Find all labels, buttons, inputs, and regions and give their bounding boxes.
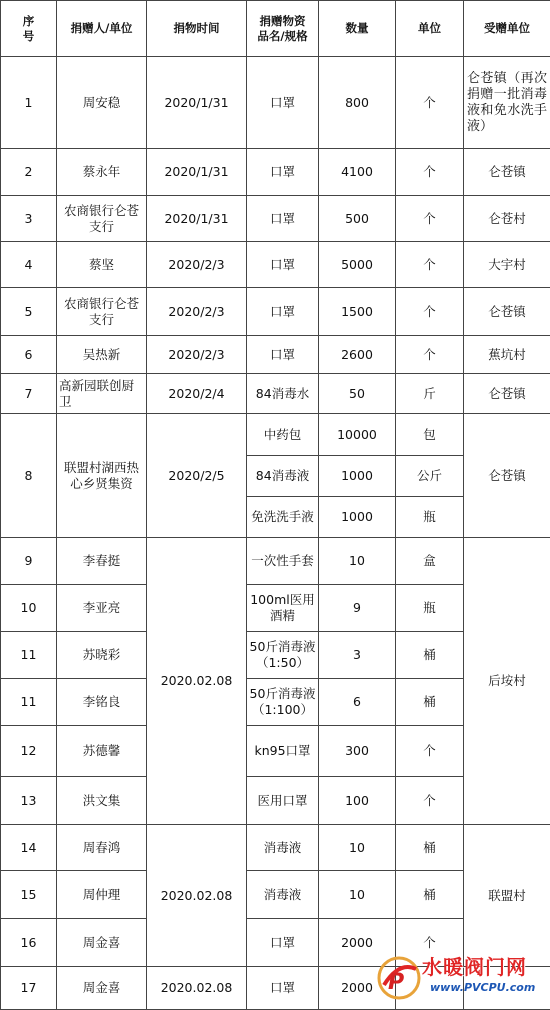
watermark-url: www.PVCPU.com — [430, 981, 535, 994]
seq-cell: 14 — [1, 825, 57, 871]
table-row — [1, 149, 550, 196]
time-cell: 2020/2/3 — [147, 242, 247, 288]
qty-cell: 3 — [319, 632, 396, 679]
item-cell: 口罩 — [247, 149, 319, 196]
qty-cell: 300 — [319, 726, 396, 777]
seq-cell: 4 — [1, 242, 57, 288]
donor-cell: 蔡坚 — [57, 242, 147, 288]
recipient-cell: 仑苍镇 — [464, 149, 550, 196]
donor-cell: 周春鸿 — [57, 825, 147, 871]
qty-cell: 5000 — [319, 242, 396, 288]
unit-cell: 桶 — [396, 679, 464, 726]
donor-cell: 李亚亮 — [57, 585, 147, 632]
unit-cell: 桶 — [396, 871, 464, 919]
time-cell: 2020/2/3 — [147, 336, 247, 374]
qty-cell: 2000 — [319, 967, 396, 1010]
header-seq: 序 号 — [1, 1, 57, 57]
recipient-cell: 仑苍镇 — [464, 374, 550, 414]
donor-cell: 周安稳 — [57, 57, 147, 149]
unit-cell: 桶 — [396, 632, 464, 679]
item-cell: kn95口罩 — [247, 726, 319, 777]
item-cell: 50斤消毒液 （1:50） — [247, 632, 319, 679]
recipient-cell: 仑苍镇（再次捐赠一批消毒液和免水洗手液） — [464, 57, 550, 149]
qty-cell: 10 — [319, 825, 396, 871]
qty-cell: 1000 — [319, 497, 396, 538]
donor-cell: 周金喜 — [57, 919, 147, 967]
item-cell: 84消毒液 — [247, 456, 319, 497]
header-qty: 数量 — [319, 1, 396, 57]
header-recipient: 受赠单位 — [464, 1, 550, 57]
item-cell: 口罩 — [247, 288, 319, 336]
svg-text:P: P — [388, 970, 404, 995]
site-logo-icon — [376, 955, 422, 1001]
donor-cell: 高新园联创厨 卫 — [57, 374, 147, 414]
time-cell: 2020.02.08 — [147, 538, 247, 825]
recipient-cell: 后垵村 — [464, 538, 550, 825]
unit-cell: 个 — [396, 288, 464, 336]
unit-cell: 个 — [396, 919, 464, 967]
time-cell: 2020/1/31 — [147, 196, 247, 242]
time-cell: 2020/1/31 — [147, 149, 247, 196]
qty-cell: 6 — [319, 679, 396, 726]
donor-cell: 洪文集 — [57, 777, 147, 825]
qty-cell: 4100 — [319, 149, 396, 196]
seq-cell: 16 — [1, 919, 57, 967]
unit-cell: 瓶 — [396, 585, 464, 632]
seq-cell: 8 — [1, 414, 57, 538]
time-cell: 2020/2/3 — [147, 288, 247, 336]
unit-cell: 个 — [396, 777, 464, 825]
unit-cell: 公斤 — [396, 456, 464, 497]
seq-cell: 12 — [1, 726, 57, 777]
table-row — [1, 196, 550, 242]
seq-cell: 9 — [1, 538, 57, 585]
table-row — [1, 538, 550, 585]
seq-cell: 17 — [1, 967, 57, 1010]
unit-cell: 个 — [396, 726, 464, 777]
seq-cell: 5 — [1, 288, 57, 336]
seq-cell: 7 — [1, 374, 57, 414]
recipient-cell: 联盟村 — [464, 825, 550, 967]
qty-cell: 800 — [319, 57, 396, 149]
table-row — [1, 825, 550, 871]
header-time: 捐物时间 — [147, 1, 247, 57]
time-cell: 2020/1/31 — [147, 57, 247, 149]
time-cell: 2020/2/5 — [147, 414, 247, 538]
donor-cell: 李春挺 — [57, 538, 147, 585]
table-row — [1, 242, 550, 288]
unit-cell: 瓶 — [396, 497, 464, 538]
recipient-cell: 仑苍村 — [464, 196, 550, 242]
item-cell: 口罩 — [247, 919, 319, 967]
seq-cell: 13 — [1, 777, 57, 825]
donor-cell: 周金喜 — [57, 967, 147, 1010]
donor-cell: 苏晓彩 — [57, 632, 147, 679]
unit-cell: 包 — [396, 414, 464, 456]
item-cell: 50斤消毒液 （1:100） — [247, 679, 319, 726]
item-cell: 中药包 — [247, 414, 319, 456]
item-cell: 口罩 — [247, 242, 319, 288]
donor-cell: 联盟村湖西热 心乡贤集资 — [57, 414, 147, 538]
table-row — [1, 414, 550, 456]
item-cell: 100ml医用 酒精 — [247, 585, 319, 632]
item-cell: 医用口罩 — [247, 777, 319, 825]
item-cell: 口罩 — [247, 336, 319, 374]
item-cell: 口罩 — [247, 196, 319, 242]
unit-cell: 桶 — [396, 825, 464, 871]
table-row — [1, 374, 550, 414]
recipient-cell: 蕉坑村 — [464, 336, 550, 374]
seq-cell: 11 — [1, 632, 57, 679]
recipient-cell: 大宇村 — [464, 242, 550, 288]
item-cell: 一次性手套 — [247, 538, 319, 585]
recipient-cell: 仑苍镇 — [464, 414, 550, 538]
donor-cell: 吴热新 — [57, 336, 147, 374]
qty-cell: 500 — [319, 196, 396, 242]
qty-cell: 100 — [319, 777, 396, 825]
qty-cell: 1000 — [319, 456, 396, 497]
header-unit: 单位 — [396, 1, 464, 57]
header-donor: 捐赠人/单位 — [57, 1, 147, 57]
unit-cell: 个 — [396, 196, 464, 242]
seq-cell: 2 — [1, 149, 57, 196]
seq-cell: 10 — [1, 585, 57, 632]
donor-cell: 蔡永年 — [57, 149, 147, 196]
donor-cell: 苏德馨 — [57, 726, 147, 777]
item-cell: 84消毒水 — [247, 374, 319, 414]
table-row — [1, 336, 550, 374]
time-cell: 2020.02.08 — [147, 967, 247, 1010]
table-row — [1, 288, 550, 336]
unit-cell: 个 — [396, 336, 464, 374]
item-cell: 消毒液 — [247, 825, 319, 871]
recipient-cell: 仑苍镇 — [464, 288, 550, 336]
item-cell: 消毒液 — [247, 871, 319, 919]
item-cell: 口罩 — [247, 57, 319, 149]
seq-cell: 1 — [1, 57, 57, 149]
table-row — [1, 57, 550, 149]
qty-cell: 10 — [319, 538, 396, 585]
item-cell: 免洗洗手液 — [247, 497, 319, 538]
qty-cell: 9 — [319, 585, 396, 632]
donor-cell: 李铭良 — [57, 679, 147, 726]
qty-cell: 10000 — [319, 414, 396, 456]
unit-cell: 个 — [396, 57, 464, 149]
item-cell: 口罩 — [247, 967, 319, 1010]
unit-cell: 盒 — [396, 538, 464, 585]
seq-cell: 3 — [1, 196, 57, 242]
qty-cell: 50 — [319, 374, 396, 414]
qty-cell: 1500 — [319, 288, 396, 336]
seq-cell: 11 — [1, 679, 57, 726]
time-cell: 2020/2/4 — [147, 374, 247, 414]
site-watermark — [370, 949, 550, 1007]
unit-cell: 个 — [396, 242, 464, 288]
watermark-name: 水暖阀门网 — [422, 951, 527, 980]
time-cell: 2020.02.08 — [147, 825, 247, 967]
donor-cell: 农商银行仑苍 支行 — [57, 288, 147, 336]
header-item: 捐赠物资 品名/规格 — [247, 1, 319, 57]
donor-cell: 周仲理 — [57, 871, 147, 919]
donor-cell: 农商银行仑苍 支行 — [57, 196, 147, 242]
seq-cell: 15 — [1, 871, 57, 919]
header-row — [1, 1, 550, 57]
qty-cell: 2000 — [319, 919, 396, 967]
qty-cell: 10 — [319, 871, 396, 919]
unit-cell: 斤 — [396, 374, 464, 414]
unit-cell: 个 — [396, 149, 464, 196]
qty-cell: 2600 — [319, 336, 396, 374]
seq-cell: 6 — [1, 336, 57, 374]
